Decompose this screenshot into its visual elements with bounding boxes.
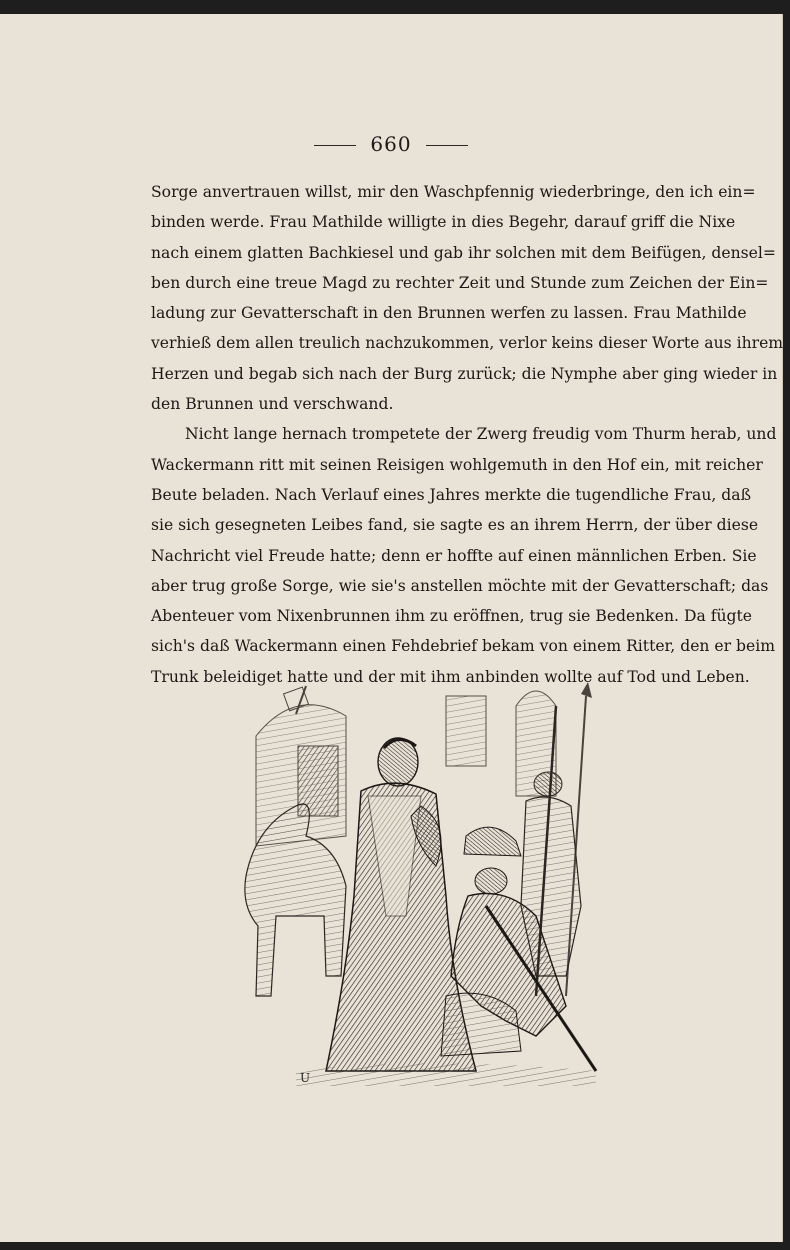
text-line: binden werde. Frau Mathilde willigte in dies Begehr, darauf griff die Nixe	[151, 213, 736, 232]
text-line: Nicht lange hernach trompetete der Zwerg freudig vom Thurm herab, und	[185, 425, 777, 444]
text-line: Herzen und begab sich nach der Burg zurück; die Nymphe aber ging wieder in	[151, 364, 778, 383]
text-line: Abenteuer vom Nixenbrunnen ihm zu eröffnen, trug sie Bedenken. Da fügte	[151, 607, 752, 626]
text-line: aber trug große Sorge, wie sie's anstellen möchte mit der Gevatterschaft; das	[151, 576, 769, 595]
text-line: Beute beladen. Nach Verlauf eines Jahres merkte die tugendliche Frau, daß	[151, 485, 751, 504]
text-line: nach einem glatten Bachkiesel und gab ihr solchen mit dem Beifügen, densel=	[151, 243, 776, 262]
book-page	[0, 14, 783, 1242]
engraver-signature: U	[300, 1071, 311, 1085]
text-line: Nachricht viel Freude hatte; denn er hoffte auf einen männlichen Erben. Sie	[151, 546, 757, 565]
text-line: sich's daß Wackermann einen Fehdebrief bekam von einem Ritter, den er beim	[151, 637, 776, 656]
page-number: 660	[370, 132, 412, 156]
text-line: ben durch eine treue Magd zu rechter Zeit und Stunde zum Zeichen der Ein=	[151, 273, 769, 292]
header-rule-left	[314, 145, 356, 146]
page-number-header	[0, 132, 782, 156]
text-line: Wackermann ritt mit seinen Reisigen wohlgemuth in den Hof ein, mit reicher	[151, 455, 763, 474]
text-line: den Brunnen und verschwand.	[151, 395, 394, 414]
text-line: verhieß dem allen treulich nachzukommen, verlor keins dieser Worte aus ihrem	[151, 334, 784, 353]
text-line: ladung zur Gevatterschaft in den Brunnen werfen zu lassen. Frau Mathilde	[151, 304, 747, 323]
woodcut-illustration	[236, 676, 614, 1096]
body-text	[151, 177, 784, 692]
text-line: sie sich gesegneten Leibes fand, sie sagte es an ihrem Herrn, der über diese	[151, 516, 759, 535]
text-line: Trunk beleidiget hatte und der mit ihm anbinden wollte auf Tod und Leben.	[151, 667, 750, 686]
ground-hatching	[296, 1064, 596, 1087]
header-rule-right	[426, 145, 468, 146]
text-line: Sorge anvertrauen willst, mir den Waschpfennig wiederbringe, den ich ein=	[151, 183, 756, 201]
